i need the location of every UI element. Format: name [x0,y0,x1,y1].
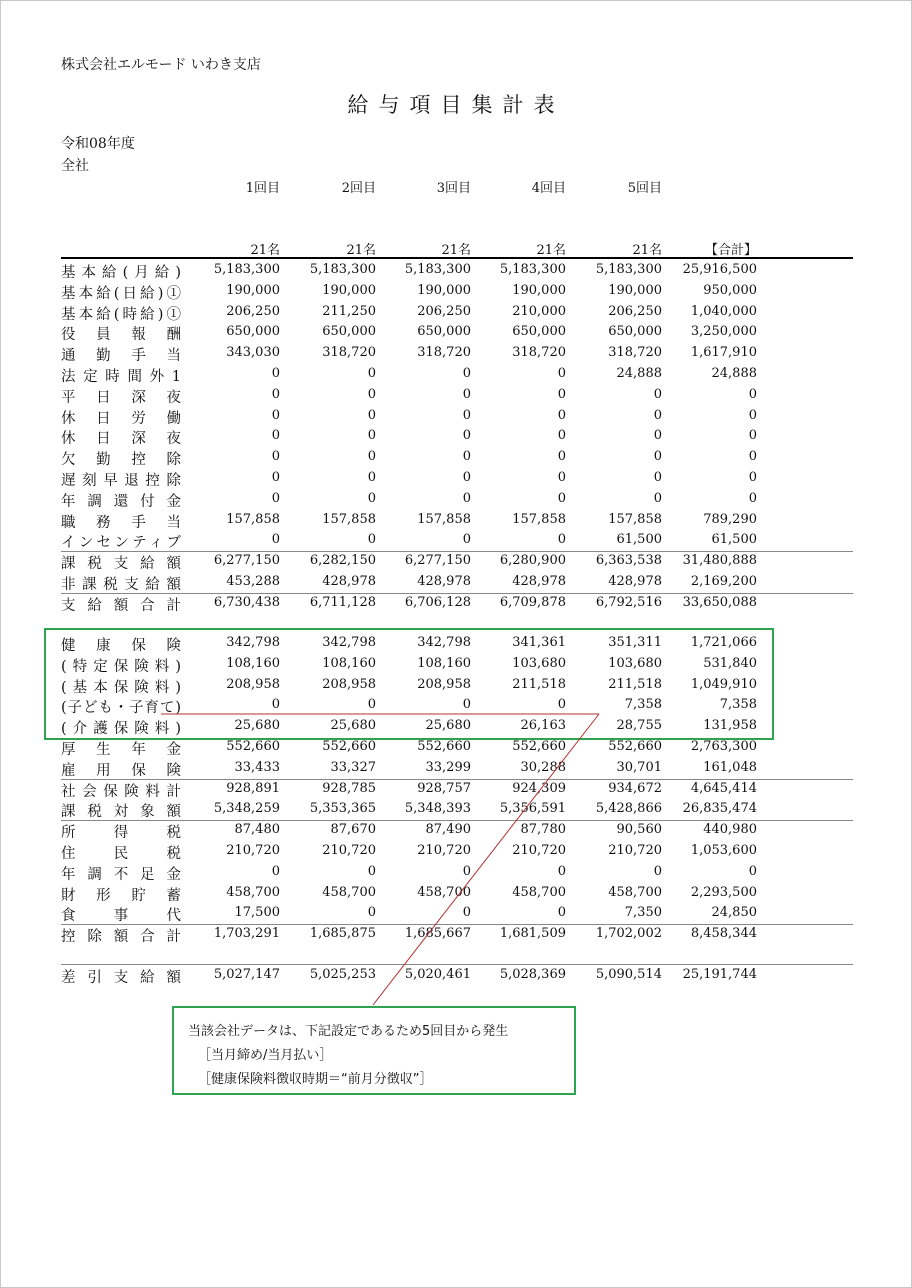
row-label: 欠勤控除 [61,452,181,469]
report-title: 給与項目集計表 [347,93,565,117]
row-label: 法定時間外1 [61,369,181,385]
row-value-cell: 1,702,002 [595,926,662,942]
row-label: 課税対象額 [61,804,181,821]
row-value-cell: 318,720 [322,345,376,361]
row-value-cell: 5,348,393 [404,801,471,817]
row-value-cell: 453,288 [226,574,280,589]
row-total-cell: 0 [748,863,757,879]
row-value-cell: 25,680 [425,718,471,734]
row-total-cell: 25,916,500 [682,262,757,277]
row-total-cell: 3,250,000 [690,324,757,340]
row-value-cell: 6,709,878 [499,594,566,610]
row-value-cell: 157,858 [417,511,471,527]
row-total-cell: 8,458,344 [690,926,757,942]
row-value-cell: 206,250 [608,303,662,319]
row-value-cell: 1,685,667 [404,926,471,942]
headcount-5: 21名 [632,243,662,258]
row-value-cell: 87,670 [330,822,376,838]
row-value-cell: 5,028,369 [499,967,566,982]
row-value-cell: 7,350 [624,905,662,921]
row-value-cell: 928,757 [417,780,471,796]
row-value-cell: 157,858 [608,511,662,527]
row-value-cell: 0 [462,386,471,402]
row-value-cell: 0 [462,407,471,423]
column-header-5: 5回目 [627,181,662,196]
row-value-cell: 24,888 [616,366,662,381]
row-value-cell: 0 [367,386,376,402]
row-value-cell: 1,703,291 [213,926,280,942]
row-value-cell: 6,706,128 [404,594,471,610]
row-label: 所得税 [61,825,181,842]
row-value-cell: 458,700 [417,884,471,900]
row-value-cell: 87,480 [234,822,280,838]
row-value-cell: 0 [271,490,280,506]
row-total-cell: 2,293,500 [690,884,757,900]
row-value-cell: 318,720 [512,345,566,361]
row-value-cell: 928,785 [322,780,376,796]
note-line-3: ［健康保険料徴収時期＝“前月分徴収”］ [198,1072,433,1087]
row-value-cell: 190,000 [322,282,376,298]
row-total-cell: 31,480,888 [682,553,757,569]
row-label: (特定保険料) [61,658,181,675]
row-value-cell: 0 [557,532,566,548]
column-header-3: 3回目 [436,181,471,196]
row-total-cell: 7,358 [719,697,757,713]
row-label: 支給額合計 [61,597,181,614]
row-value-cell: 5,090,514 [595,967,662,982]
row-value-cell: 25,680 [330,718,376,734]
row-value-cell: 342,798 [322,635,376,650]
row-value-cell: 0 [271,428,280,444]
row-total-cell: 0 [748,490,757,506]
row-total-cell: 0 [748,407,757,423]
row-value-cell: 0 [653,863,662,879]
row-total-cell: 789,290 [703,511,757,527]
row-total-cell: 33,650,088 [682,594,757,610]
headcount-4: 21名 [536,243,566,258]
row-value-cell: 0 [367,532,376,548]
row-value-cell: 5,027,147 [213,967,280,982]
row-value-cell: 458,700 [512,884,566,900]
row-value-cell: 0 [271,449,280,465]
row-value-cell: 0 [653,428,662,444]
row-value-cell: 6,280,900 [499,553,566,569]
row-value-cell: 428,978 [608,574,662,589]
row-value-cell: 87,780 [520,822,566,838]
row-total-cell: 440,980 [703,822,757,838]
row-value-cell: 103,680 [608,655,662,671]
note-line-1: 当該会社データは、下記設定であるため5回目から発生 [188,1024,509,1039]
row-value-cell: 928,891 [226,780,280,796]
row-value-cell: 0 [367,428,376,444]
row-label: 職務手当 [61,514,181,531]
row-value-cell: 0 [462,863,471,879]
row-value-cell: 103,680 [512,655,566,671]
row-value-cell: 1,685,875 [309,926,376,942]
row-value-cell: 108,160 [322,655,376,671]
row-label: 課税支給額 [61,556,181,573]
row-value-cell: 5,183,300 [595,262,662,277]
row-label: 役員報酬 [61,327,181,344]
row-total-cell: 1,049,910 [690,676,757,692]
row-value-cell: 0 [557,697,566,713]
row-value-cell: 30,701 [616,759,662,775]
row-value-cell: 458,700 [608,884,662,900]
row-label: 社会保険料計 [61,783,181,800]
row-value-cell: 17,500 [234,905,280,921]
row-value-cell: 934,672 [608,780,662,796]
row-value-cell: 90,560 [616,822,662,838]
row-value-cell: 458,700 [226,884,280,900]
row-value-cell: 0 [271,407,280,423]
row-value-cell: 108,160 [417,655,471,671]
row-value-cell: 924,309 [512,780,566,796]
row-value-cell: 211,518 [608,676,662,692]
row-total-cell: 1,721,066 [690,635,757,650]
note-line-2: ［当月締め/当月払い］ [198,1048,333,1063]
row-value-cell: 0 [271,697,280,713]
row-value-cell: 650,000 [512,324,566,340]
row-value-cell: 0 [271,863,280,879]
row-value-cell: 33,299 [425,759,471,775]
row-value-cell: 33,433 [234,759,280,775]
row-label: (介護保険料) [61,721,181,738]
row-value-cell: 7,358 [624,697,662,713]
row-value-cell: 5,183,300 [404,262,471,277]
row-value-cell: 157,858 [322,511,376,527]
row-value-cell: 650,000 [608,324,662,340]
row-value-cell: 208,958 [226,676,280,692]
row-value-cell: 0 [367,697,376,713]
row-total-cell: 1,617,910 [690,345,757,361]
row-value-cell: 5,183,300 [309,262,376,277]
row-value-cell: 0 [462,490,471,506]
row-label: 厚生年金 [61,742,181,758]
row-total-cell: 61,500 [711,532,757,548]
row-value-cell: 552,660 [512,739,566,754]
row-label: (子ども・子育て) [61,700,181,717]
row-value-cell: 0 [557,905,566,921]
company-name: 株式会社エルモード いわき支店 [61,57,261,73]
row-value-cell: 0 [462,366,471,381]
row-total-cell: 25,191,744 [682,967,757,982]
row-value-cell: 6,363,538 [595,553,662,569]
row-value-cell: 25,680 [234,718,280,734]
row-value-cell: 211,250 [322,303,376,319]
row-value-cell: 190,000 [226,282,280,298]
row-value-cell: 6,711,128 [309,594,376,610]
row-value-cell: 552,660 [322,739,376,754]
row-total-cell: 24,850 [711,905,757,921]
row-value-cell: 1,681,509 [499,926,566,942]
row-label: 基本給(日給)① [61,285,181,302]
row-value-cell: 0 [462,470,471,485]
row-value-cell: 0 [367,470,376,485]
row-value-cell: 61,500 [616,532,662,548]
row-value-cell: 87,490 [425,822,471,838]
row-value-cell: 343,030 [226,345,280,361]
row-value-cell: 210,720 [512,843,566,858]
row-value-cell: 428,978 [512,574,566,589]
row-value-cell: 458,700 [322,884,376,900]
row-value-cell: 0 [557,863,566,879]
row-value-cell: 206,250 [417,303,471,319]
row-value-cell: 157,858 [512,511,566,527]
row-total-cell: 0 [748,470,757,485]
row-value-cell: 0 [557,428,566,444]
row-value-cell: 210,720 [226,843,280,858]
row-value-cell: 206,250 [226,303,280,319]
row-value-cell: 0 [557,449,566,465]
row-label: 雇用保険 [61,762,181,779]
row-value-cell: 5,020,461 [404,967,471,982]
row-value-cell: 190,000 [512,282,566,298]
row-label: 休日労働 [61,410,181,427]
row-total-cell: 2,169,200 [690,574,757,589]
row-value-cell: 157,858 [226,511,280,527]
row-value-cell: 650,000 [322,324,376,340]
row-value-cell: 428,978 [322,574,376,589]
row-total-cell: 24,888 [711,366,757,381]
row-total-cell: 0 [748,449,757,465]
row-value-cell: 108,160 [226,655,280,671]
row-value-cell: 0 [557,366,566,381]
row-label: インセンティブ [61,535,181,552]
row-label: (基本保険料) [61,679,181,696]
row-value-cell: 342,798 [226,635,280,650]
row-label: 平日深夜 [61,389,181,406]
row-value-cell: 0 [462,697,471,713]
row-value-cell: 211,518 [512,676,566,692]
fiscal-year: 令和08年度 [61,136,135,152]
headcount-3: 21名 [441,243,471,258]
row-value-cell: 351,311 [608,635,662,650]
row-value-cell: 6,282,150 [309,553,376,569]
row-total-cell: 26,835,474 [682,801,757,817]
row-value-cell: 5,183,300 [499,262,566,277]
row-value-cell: 341,361 [512,635,566,650]
row-value-cell: 6,730,438 [213,594,280,610]
row-value-cell: 650,000 [226,324,280,340]
scope-label: 全社 [61,158,89,174]
row-value-cell: 30,288 [520,759,566,775]
row-value-cell: 6,277,150 [213,553,280,569]
row-value-cell: 0 [367,407,376,423]
row-label: 食事代 [61,908,181,925]
row-label: 財形貯蓄 [61,887,181,904]
row-value-cell: 5,025,253 [309,967,376,982]
row-value-cell: 26,163 [520,718,566,734]
row-value-cell: 5,356,591 [499,801,566,817]
row-value-cell: 0 [557,407,566,423]
row-value-cell: 210,720 [608,843,662,858]
row-total-cell: 1,040,000 [690,303,757,319]
row-value-cell: 428,978 [417,574,471,589]
row-label: 健康保険 [61,638,181,654]
row-value-cell: 208,958 [417,676,471,692]
row-value-cell: 0 [557,470,566,485]
row-label: 年調還付金 [61,493,181,510]
row-value-cell: 28,755 [616,718,662,734]
row-total-cell: 950,000 [703,282,757,298]
row-value-cell: 0 [271,366,280,381]
row-label: 差引支給額 [61,970,181,986]
row-value-cell: 552,660 [226,739,280,754]
row-value-cell: 0 [367,490,376,506]
row-total-cell: 4,645,414 [690,780,757,796]
row-value-cell: 0 [271,386,280,402]
row-value-cell: 0 [462,428,471,444]
row-value-cell: 5,428,866 [595,801,662,817]
row-value-cell: 210,720 [322,843,376,858]
note-callout [172,1006,576,1095]
row-label: 通勤手当 [61,348,181,365]
row-value-cell: 0 [271,470,280,485]
column-header-2: 2回目 [341,181,376,196]
row-label: 控除額合計 [61,929,181,946]
row-value-cell: 5,183,300 [213,262,280,277]
row-value-cell: 190,000 [417,282,471,298]
row-value-cell: 552,660 [417,739,471,754]
row-value-cell: 33,327 [330,759,376,775]
row-value-cell: 0 [367,905,376,921]
row-label: 住民税 [61,846,181,862]
row-value-cell: 0 [367,863,376,879]
row-value-cell: 0 [557,386,566,402]
row-value-cell: 208,958 [322,676,376,692]
row-value-cell: 0 [462,532,471,548]
row-value-cell: 318,720 [417,345,471,361]
row-label: 基本給(月給) [61,265,181,281]
row-value-cell: 190,000 [608,282,662,298]
row-total-cell: 531,840 [703,655,757,671]
row-value-cell: 0 [653,407,662,423]
row-value-cell: 0 [653,490,662,506]
column-header-4: 4回目 [531,181,566,196]
row-value-cell: 0 [367,366,376,381]
row-value-cell: 0 [462,905,471,921]
row-value-cell: 552,660 [608,739,662,754]
total-header: 【合計】 [704,243,757,258]
row-value-cell: 0 [653,386,662,402]
row-total-cell: 131,958 [703,718,757,734]
column-header-1: 1回目 [245,181,280,196]
row-value-cell: 0 [653,470,662,485]
row-total-cell: 161,048 [703,759,757,775]
row-value-cell: 0 [271,532,280,548]
row-value-cell: 0 [367,449,376,465]
row-label: 年調不足金 [61,866,181,883]
row-value-cell: 5,353,365 [309,801,376,817]
row-value-cell: 5,348,259 [213,801,280,817]
row-value-cell: 650,000 [417,324,471,340]
row-value-cell: 318,720 [608,345,662,361]
row-value-cell: 6,277,150 [404,553,471,569]
row-value-cell: 6,792,516 [595,594,662,610]
row-total-cell: 0 [748,428,757,444]
row-total-cell: 0 [748,386,757,402]
row-label: 遅刻早退控除 [61,473,181,489]
row-label: 休日深夜 [61,431,181,448]
row-value-cell: 0 [462,449,471,465]
row-value-cell: 0 [653,449,662,465]
row-total-cell: 1,053,600 [690,843,757,858]
headcount-1: 21名 [250,243,280,258]
row-value-cell: 342,798 [417,635,471,650]
row-label: 非課税支給額 [61,577,181,593]
row-label: 基本給(時給)① [61,306,181,323]
row-value-cell: 210,000 [512,303,566,319]
headcount-2: 21名 [346,243,376,258]
row-value-cell: 0 [557,490,566,506]
row-total-cell: 2,763,300 [690,739,757,754]
row-value-cell: 210,720 [417,843,471,858]
